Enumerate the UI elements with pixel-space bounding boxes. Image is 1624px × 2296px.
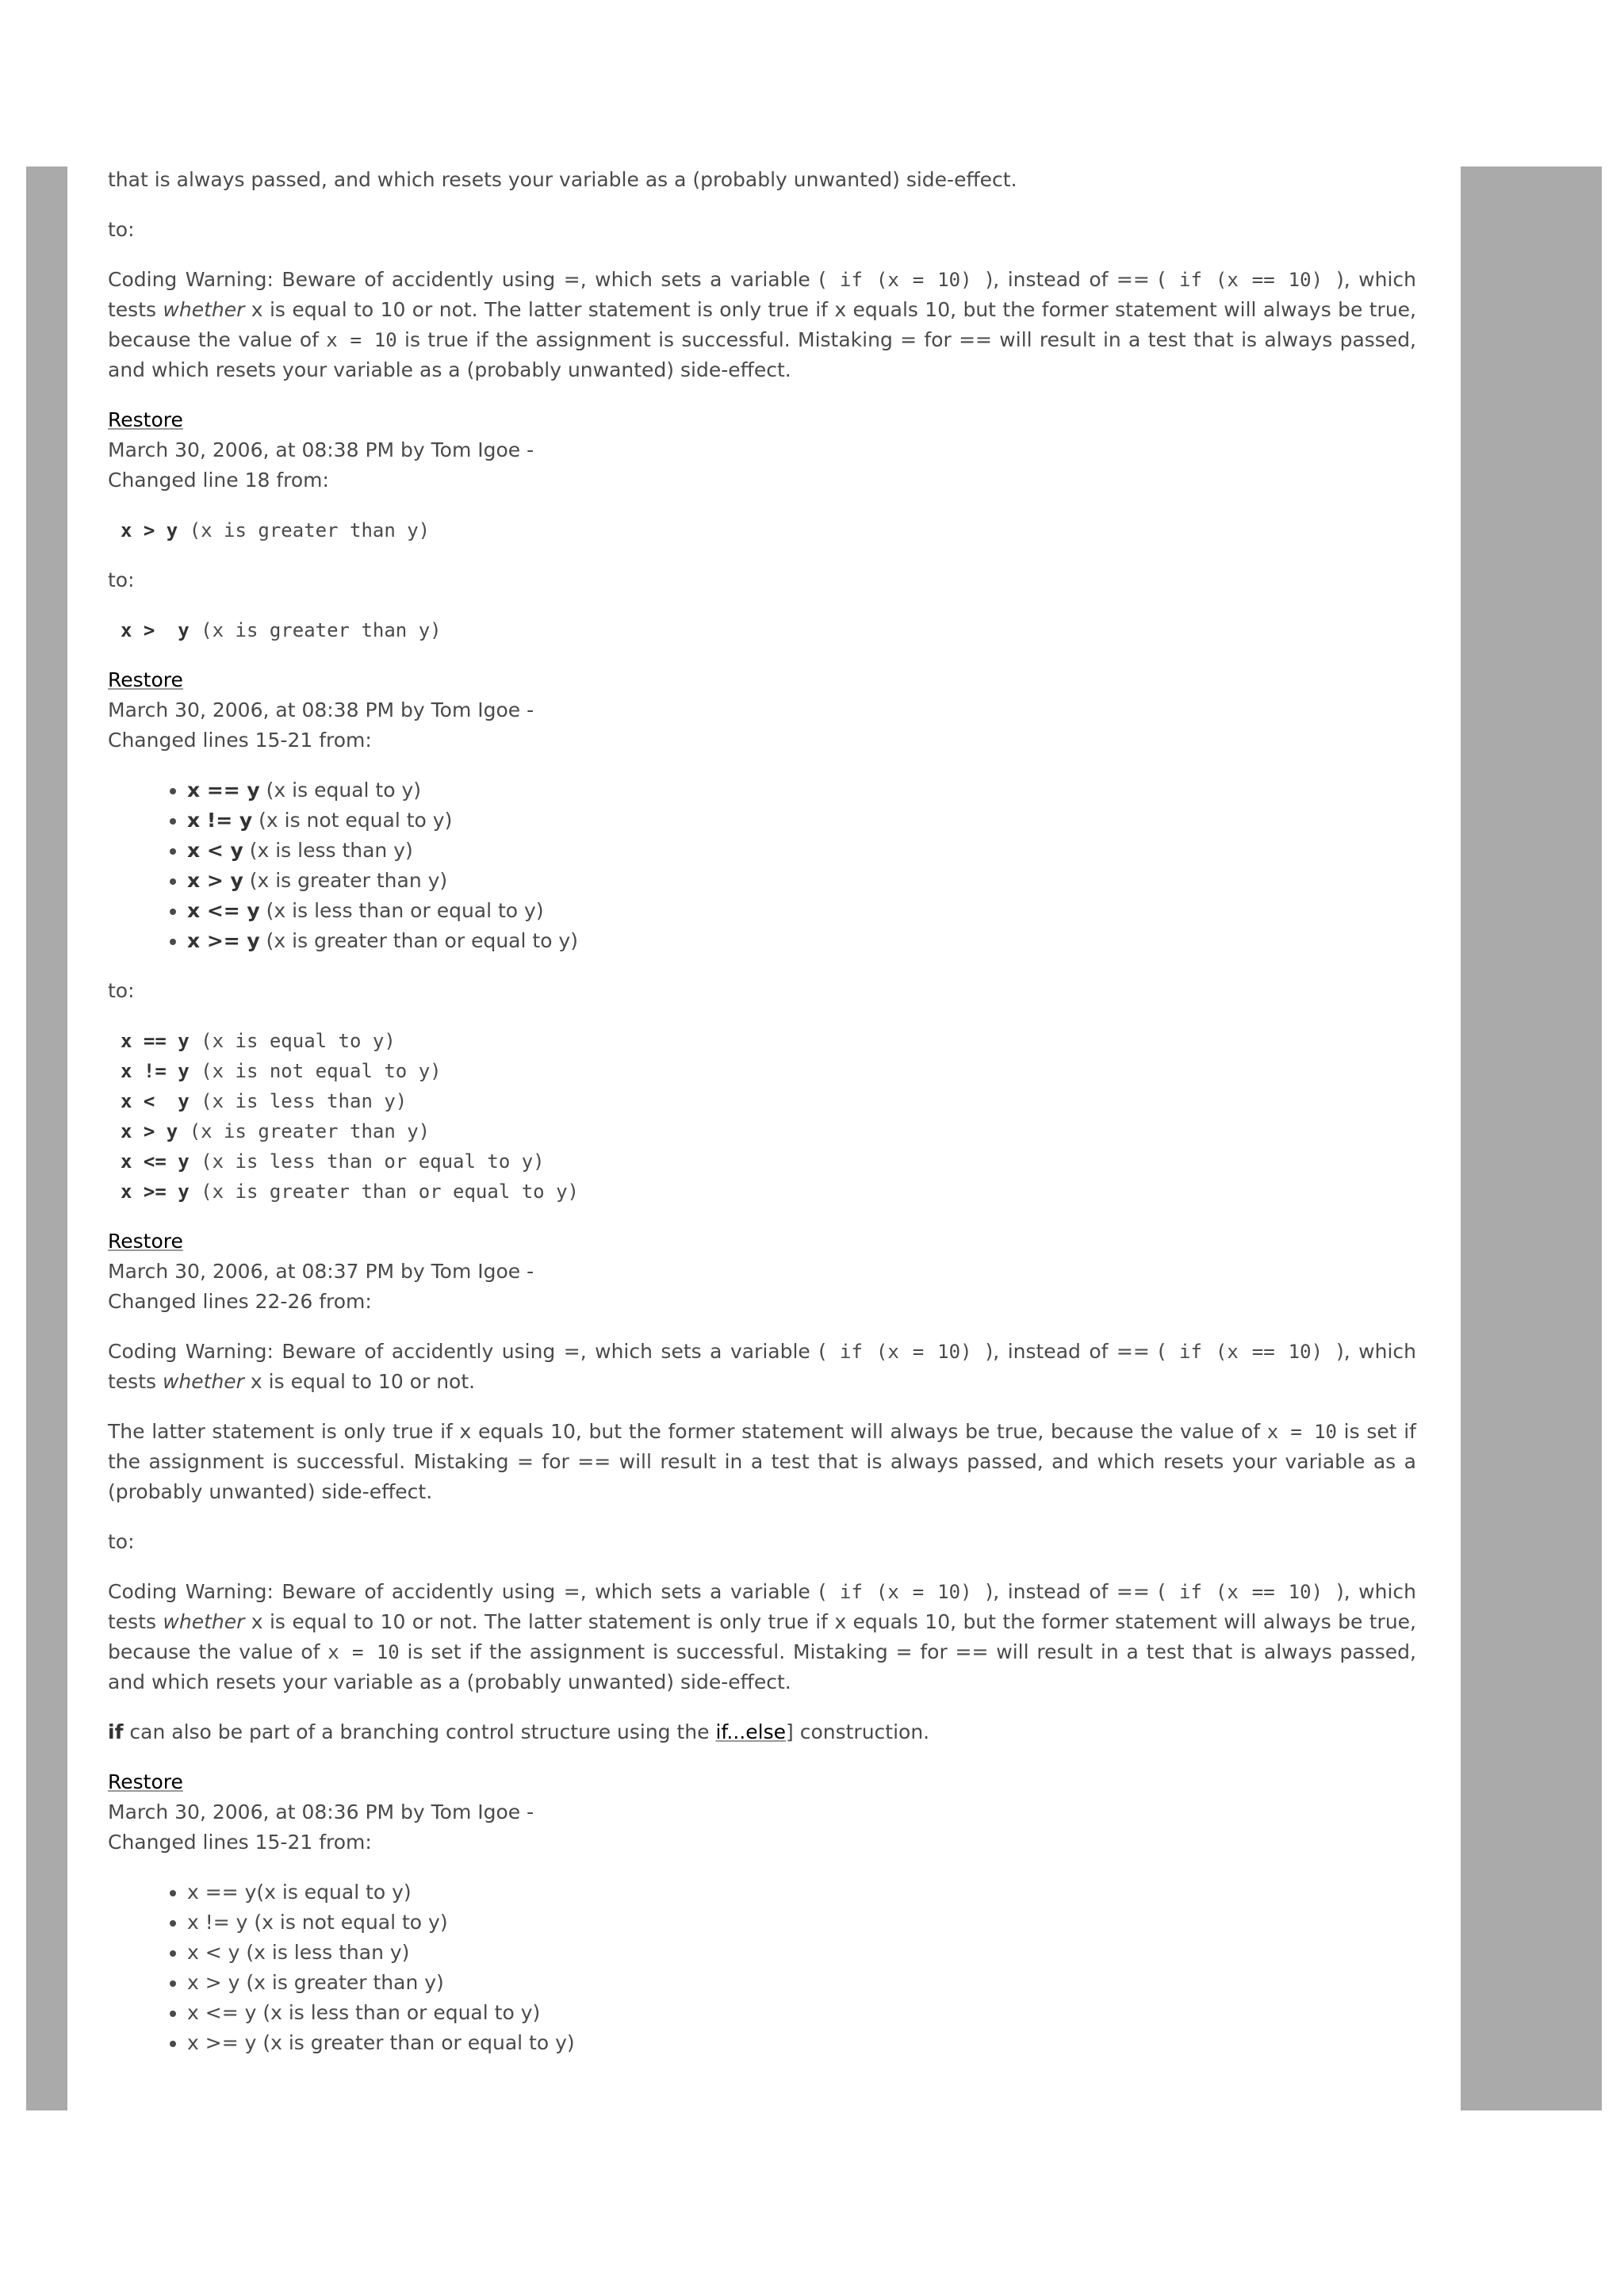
list-item: • x <= y (x is less than or equal to y): [187, 1998, 1416, 2028]
to-label: to:: [108, 568, 135, 591]
restore-link[interactable]: Restore: [108, 668, 183, 691]
list-item: • x != y (x is not equal to y): [187, 1908, 1416, 1938]
code-line: x > y (x is greater than y): [121, 619, 442, 641]
code-line: x > y (x is greater than y): [121, 519, 431, 541]
entry-change: Changed lines 15-21 from:: [108, 1831, 372, 1854]
restore-link[interactable]: Restore: [108, 1770, 183, 1793]
entry-meta: March 30, 2006, at 08:37 PM by Tom Igoe -: [108, 1260, 534, 1283]
list-item: • x <= y (x is less than or equal to y): [187, 896, 1416, 926]
list-item: • x >= y (x is greater than or equal to y): [187, 926, 1416, 956]
continued-paragraph: that is always passed, and which resets your variable as a (probably unwanted) side-effect.: [108, 168, 1017, 191]
history-entry: [108, 1226, 1416, 1317]
list-item: • x > y (x is greater than y): [187, 866, 1416, 896]
list-item: • x == y (x is equal to y): [187, 775, 1416, 806]
entry-change: Changed lines 15-21 from:: [108, 729, 372, 752]
list-item: • x >= y (x is greater than or equal to y): [187, 2028, 1416, 2058]
restore-link[interactable]: Restore: [108, 1230, 183, 1253]
coding-warning-paragraph: Coding Warning: Beware of accidently using =, which sets a variable ( if (x = 10) ), instead of == ( if (x == 10) ), which tests whether x is equal to 10 or not. The latter statement is only true if x equals 10, but the former statement will always be true, because the value of x = 10 is set if the assignment is successful. Mistaking = for == will result in a test that is always passed, and which resets your variable as a (probably unwanted) side-effect.: [108, 1580, 1417, 1693]
entry-meta: March 30, 2006, at 08:36 PM by Tom Igoe -: [108, 1800, 534, 1823]
list-item: • x < y (x is less than y): [187, 836, 1416, 866]
if-else-link[interactable]: if...else: [715, 1720, 786, 1743]
to-label: to:: [108, 1530, 135, 1553]
list-item: • x != y (x is not equal to y): [187, 806, 1416, 836]
coding-warning-paragraph: Coding Warning: Beware of accidently using =, which sets a variable ( if (x = 10) ), instead of == ( if (x == 10) ), which tests whether x is equal to 10 or not. The latter statement is only true if x equals 10, but the former statement will always be true, because the value of x = 10 is true if the assignment is successful. Mistaking = for == will result in a test that is always passed, and which resets your variable as a (probably unwanted) side-effect.: [108, 268, 1417, 381]
history-entry: [108, 405, 1416, 496]
entry-change: Changed line 18 from:: [108, 469, 329, 492]
page-history-content: [108, 165, 1416, 2078]
left-sidebar-bar: [26, 166, 67, 2110]
history-entry: [108, 665, 1416, 756]
latter-statement-paragraph: The latter statement is only true if x equals 10, but the former statement will always be true, because the value of x = 10 is set if the assignment is successful. Mistaking = for == will result in a test that is always passed, and which resets your variable as a (probably unwanted) side-effect.: [108, 1420, 1416, 1503]
list-item: • x == y(x is equal to y): [187, 1877, 1416, 1908]
entry-change: Changed lines 22-26 from:: [108, 1290, 372, 1313]
entry-meta: March 30, 2006, at 08:38 PM by Tom Igoe -: [108, 438, 534, 461]
list-item: • x > y (x is greater than y): [187, 1968, 1416, 1998]
right-sidebar-bar: [1461, 166, 1602, 2110]
list-item: • x < y (x is less than y): [187, 1938, 1416, 1968]
history-entry: [108, 1767, 1416, 1858]
entry-meta: March 30, 2006, at 08:38 PM by Tom Igoe -: [108, 698, 534, 721]
operator-list: [108, 1877, 1416, 2058]
code-block: x == y (x is equal to y) x != y (x is not equal to y) x < y (x is less than y) x > y (x is greater than y) x <= y (x is less than or equal to y) x >= y (x is greater than or equal to y): [121, 1030, 579, 1203]
restore-link[interactable]: Restore: [108, 408, 183, 431]
if-else-paragraph: if can also be part of a branching control structure using the if...else] construction.: [108, 1720, 930, 1743]
to-label: to:: [108, 218, 135, 241]
to-label: to:: [108, 979, 135, 1002]
operator-list: [108, 775, 1416, 956]
coding-warning-paragraph: Coding Warning: Beware of accidently using =, which sets a variable ( if (x = 10) ), instead of == ( if (x == 10) ), which tests whether x is equal to 10 or not.: [108, 1340, 1417, 1393]
